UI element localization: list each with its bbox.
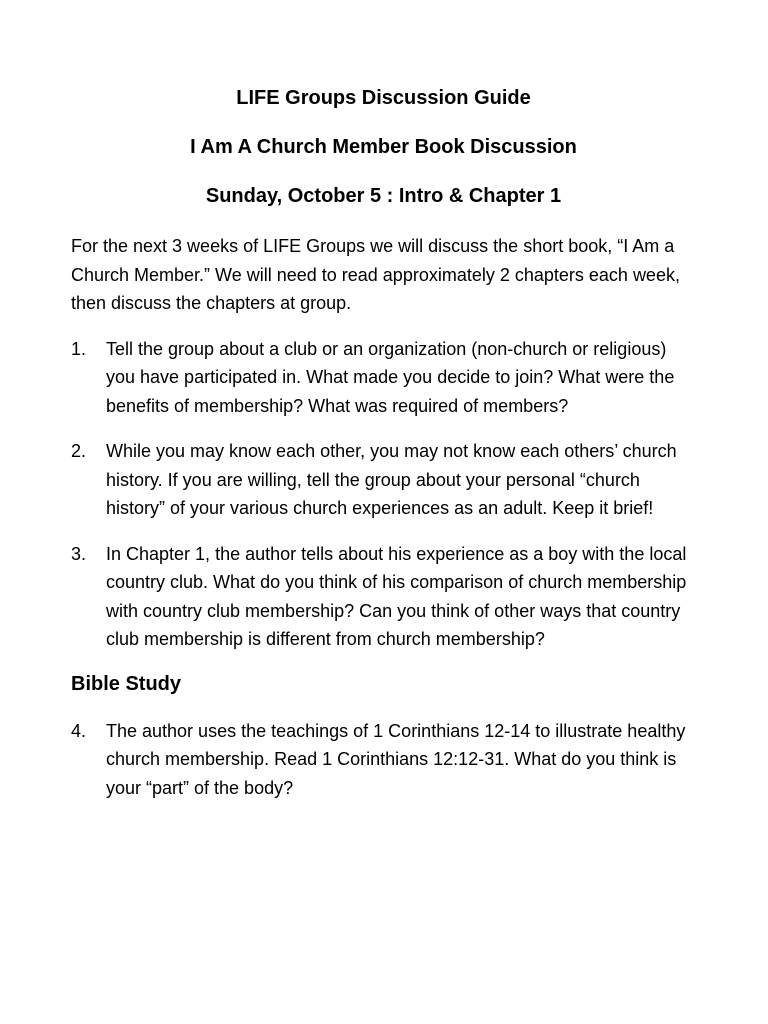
bible-study-heading: Bible Study	[71, 672, 182, 695]
discussion-questions	[71, 335, 696, 654]
question-number: 2.	[71, 441, 87, 461]
bible-study-questions	[71, 717, 696, 803]
question-item	[71, 437, 696, 523]
question-number: 3.	[71, 543, 87, 564]
question-item	[71, 540, 696, 654]
session-heading: Sunday, October 5 : Intro & Chapter 1	[205, 185, 562, 207]
question-text: The author uses the teachings of 1 Corinthians 12-14 to illustrate healthy church membership. Read 1 Corinthians 12:12-31. What do you think is your “part” of the body?	[106, 720, 686, 798]
question-number: 4.	[71, 720, 87, 741]
document-subtitle: I Am A Church Member Book Discussion	[190, 136, 577, 158]
document-title: LIFE Groups Discussion Guide	[236, 87, 531, 109]
question-text: In Chapter 1, the author tells about his experience as a boy with the local country club. What do you think of his comparison of church membership with country club membership? Can you think of other ways that country club membership is different from church membership?	[106, 543, 687, 649]
question-text: While you may know each other, you may not know each others’ church history. If you are willing, tell the group about your personal “church history” of your various church experiences as an adult. Keep it brief!	[106, 441, 677, 518]
intro-paragraph: For the next 3 weeks of LIFE Groups we will discuss the short book, “I Am a Church Member.” We will need to read approximately 2 chapters each week, then discuss the chapters at group.	[71, 236, 680, 313]
question-item	[71, 335, 696, 421]
question-text: Tell the group about a club or an organization (non-church or religious) you have participated in. What made you decide to join? What were the benefits of membership? What was required of members?	[106, 338, 675, 416]
question-item	[71, 717, 696, 803]
question-number: 1.	[71, 338, 87, 359]
